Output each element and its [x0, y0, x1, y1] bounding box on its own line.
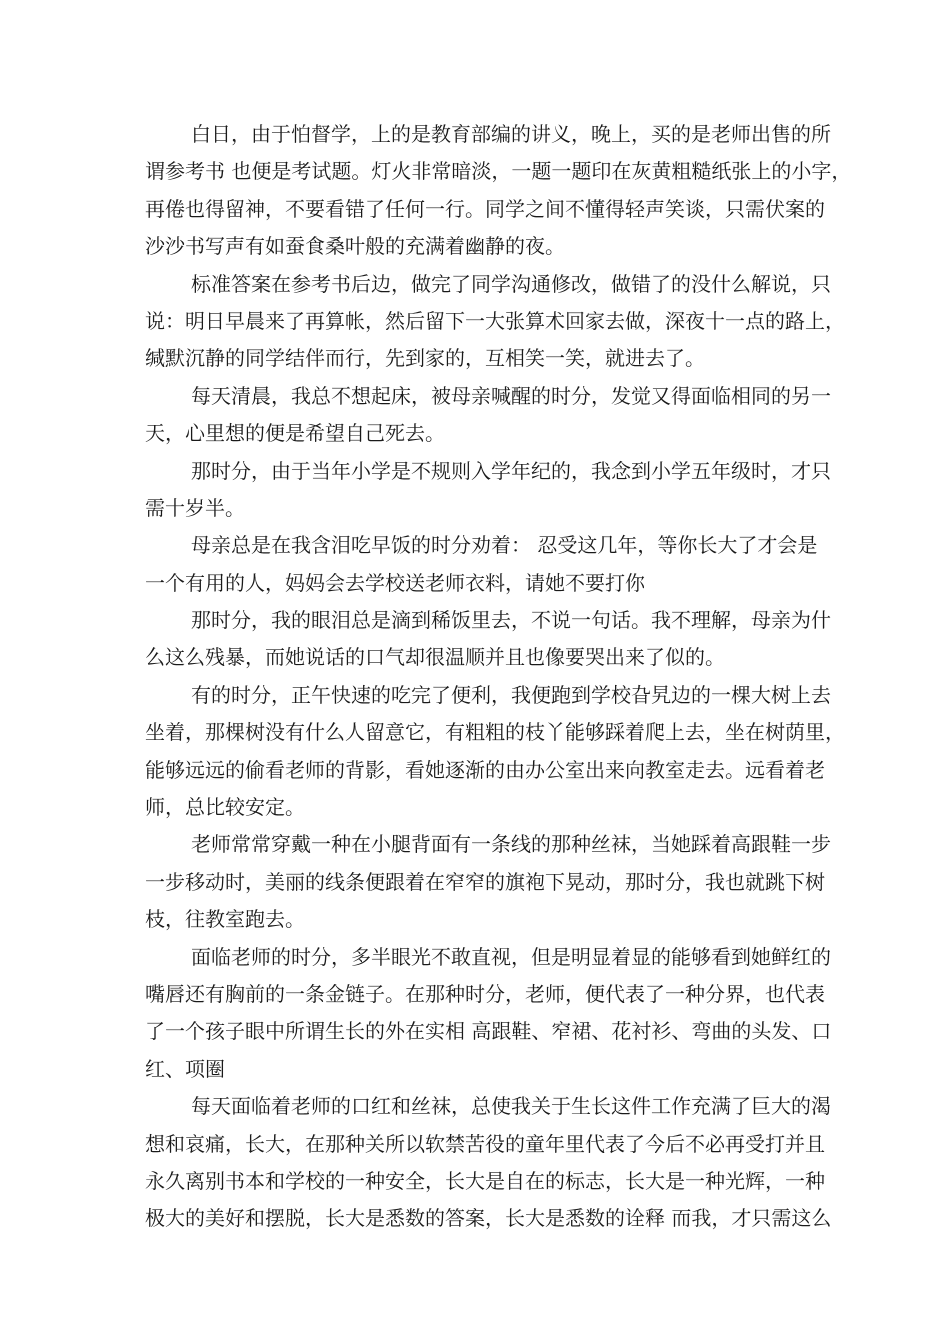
text-line: 么这么残暴，而她说话的口气却很温顺并且也像要哭出来了似的。 [145, 645, 725, 670]
text-line: 枝，往教室跑去。 [145, 907, 305, 932]
text-line: 永久离别书本和学校的一种安全，长大是自在的标志，长大是一种光辉，一种 [145, 1168, 825, 1193]
text-line: 母亲总是在我含泪吃早饭的时分劝着： 忍受这几年，等你长大了才会是 [191, 533, 818, 558]
text-line: 面临老师的时分，多半眼光不敢直视，但是明显着显的能够看到她鲜红的 [191, 944, 831, 969]
text-line: 极大的美好和摆脱，长大是悉数的答案，长大是悉数的诠释 而我，才只需这么 [145, 1206, 832, 1231]
text-line: 沙沙书写声有如蚕食桑叶般的充满着幽静的夜。 [145, 234, 565, 259]
text-line: 那时分，由于当年小学是不规则入学年纪的，我念到小学五年级时，才只 [191, 458, 831, 483]
text-line: 每天清晨，我总不想起床，被母亲喊醒的时分，发觉又得面临相同的另一 [191, 383, 831, 408]
text-line: 需十岁半。 [145, 495, 245, 520]
text-line: 谓参考书 也便是考试题。灯火非常暗淡，一题一题印在灰黄粗糙纸张上的小字， [145, 159, 852, 184]
text-line: 老师常常穿戴一种在小腿背面有一条线的那种丝袜，当她踩着高跟鞋一步 [191, 832, 831, 857]
text-line: 想和哀痛，长大，在那种关所以软禁苦役的童年里代表了今后不必再受打并且 [145, 1131, 825, 1156]
text-line: 白日，由于怕督学，上的是教育部编的讲义，晚上，买的是老师出售的所 [191, 122, 831, 146]
text-line: 师，总比较安定。 [145, 795, 305, 820]
text-line: 嘴唇还有胸前的一条金链子。在那种时分，老师，便代表了一种分界，也代表 [145, 981, 825, 1006]
text-line: 了一个孩子眼中所谓生长的外在实相 高跟鞋、窄裙、花衬衫、弯曲的头发、口 [145, 1019, 832, 1044]
text-line: 缄默沉静的同学结伴而行，先到家的，互相笑一笑，就进去了。 [145, 346, 705, 371]
text-line: 说：明日早晨来了再算帐，然后留下一大张算术回家去做，深夜十一点的路上， [145, 308, 845, 333]
text-line: 天，心里想的便是希望自己死去。 [145, 421, 445, 446]
text-line: 标准答案在参考书后边，做完了同学沟通修改，做错了的没什么解说，只 [191, 271, 831, 296]
text-line: 一步移动时，美丽的线条便跟着在窄窄的旗袍下晃动，那时分，我也就跳下树 [145, 869, 825, 894]
text-line: 再倦也得留神，不要看错了任何一行。同学之间不懂得轻声笑谈，只需伏案的 [145, 196, 825, 221]
text-line: 坐着，那棵树没有什么人留意它，有粗粗的枝丫能够踩着爬上去，坐在树荫里， [145, 720, 845, 745]
text-line: 那时分，我的眼泪总是滴到稀饭里去，不说一句话。我不理解，母亲为什 [191, 608, 831, 633]
text-line: 每天面临着老师的口红和丝袜，总使我关于生长这件工作充满了巨大的渴 [191, 1094, 831, 1119]
text-line: 一个有用的人，妈妈会去学校送老师衣料，请她不要打你 [145, 570, 645, 595]
text-line: 有的时分，正午快速的吃完了便利，我便跑到学校旮旯边的一棵大树上去 [191, 682, 831, 707]
text-line: 能够远远的偷看老师的背影，看她逐渐的由办公室出来向教室走去。远看着老 [145, 757, 825, 782]
document-body [145, 116, 852, 1238]
text-line: 红、项圈 [145, 1056, 225, 1081]
